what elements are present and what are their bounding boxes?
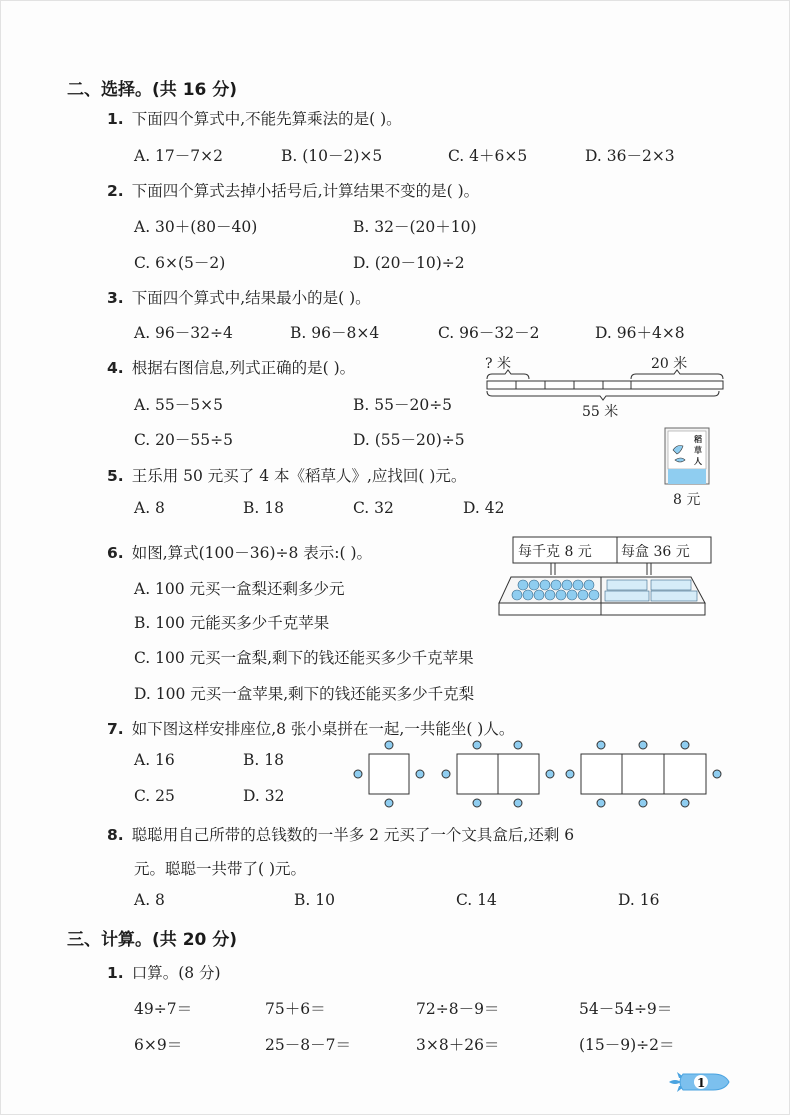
- question-number: 3.: [107, 289, 124, 307]
- total-length-label: 55 米: [582, 404, 619, 420]
- option[interactable]: D. 100 元买一盒苹果,剩下的钱还能买多少千克梨: [134, 685, 475, 703]
- calc-item[interactable]: 6×9＝: [134, 1036, 183, 1054]
- question-text: 王乐用 50 元买了 4 本《稻草人》,应找回( )元。: [131, 467, 467, 485]
- question-text: 下面四个算式中,不能先算乘法的是( )。: [131, 110, 402, 128]
- option[interactable]: B. 55－20÷5: [353, 396, 453, 414]
- known-length-label: 20 米: [651, 356, 688, 372]
- option[interactable]: A. 8: [134, 891, 165, 909]
- option[interactable]: B. 10: [294, 891, 335, 909]
- question-number: 8.: [107, 826, 124, 844]
- seat-icon: [514, 799, 522, 807]
- question-1: [107, 107, 402, 129]
- option[interactable]: D. (20－10)÷2: [353, 254, 465, 272]
- option[interactable]: A. 30＋(80－40): [134, 218, 258, 236]
- calc-item[interactable]: 75＋6＝: [265, 1000, 326, 1018]
- calc-item[interactable]: 72÷8－9＝: [416, 1000, 500, 1018]
- book-price: 8 元: [673, 492, 701, 508]
- calc-item[interactable]: 54－54÷9＝: [579, 1000, 673, 1018]
- option[interactable]: A. 100 元买一盒梨还剩多少元: [134, 580, 345, 598]
- option[interactable]: C. 25: [134, 787, 175, 805]
- question-number: 1.: [107, 110, 124, 128]
- question-number: 6.: [107, 544, 124, 562]
- option[interactable]: D. 32: [243, 787, 285, 805]
- book-title-char: 稻: [694, 434, 702, 444]
- pear-price: 每盒 36 元: [621, 544, 690, 560]
- seat-icon: [514, 741, 522, 749]
- seat-icon: [566, 770, 574, 778]
- option[interactable]: A. 55－5×5: [134, 396, 223, 414]
- fruit-stand-figure: [491, 533, 713, 619]
- option[interactable]: B. 100 元能买多少千克苹果: [134, 614, 330, 632]
- question-4: [107, 356, 355, 378]
- question-8: [107, 823, 574, 845]
- option[interactable]: D. (55－20)÷5: [353, 431, 465, 449]
- option[interactable]: B. (10－2)×5: [281, 147, 383, 165]
- book-title-char: 草: [694, 445, 702, 455]
- question-text: 聪聪用自己所带的总钱数的一半多 2 元买了一个文具盒后,还剩 6: [131, 826, 575, 844]
- option[interactable]: C. 4＋6×5: [448, 147, 528, 165]
- question-3: [107, 286, 371, 308]
- calc-item[interactable]: 25－8－7＝: [265, 1036, 351, 1054]
- seat-icon: [385, 799, 393, 807]
- book-title-char: 人: [694, 456, 702, 466]
- option[interactable]: D. 16: [618, 891, 660, 909]
- option[interactable]: A. 17－7×2: [134, 147, 223, 165]
- option[interactable]: C. 14: [456, 891, 497, 909]
- option[interactable]: A. 16: [134, 751, 175, 769]
- option[interactable]: D. 96＋4×8: [595, 324, 685, 342]
- question-text: 下面四个算式中,结果最小的是( )。: [131, 289, 371, 307]
- question-6: [107, 541, 372, 563]
- book-wave-band: [668, 469, 706, 484]
- question-number: 7.: [107, 720, 124, 738]
- question-8-continued: 元。聪聪一共带了( )元。: [134, 860, 307, 878]
- option[interactable]: B. 96－8×4: [290, 324, 380, 342]
- seat-icon: [354, 770, 362, 778]
- page-number: 1: [697, 1076, 706, 1090]
- seat-icon: [416, 770, 424, 778]
- subquestion-1: [107, 961, 221, 983]
- seat-icon: [713, 770, 721, 778]
- option[interactable]: B. 18: [243, 751, 284, 769]
- book-figure: [661, 426, 716, 511]
- seat-icon: [385, 741, 393, 749]
- table-3: [581, 754, 706, 794]
- segment-bar: [487, 381, 723, 389]
- sign-posts: [551, 563, 651, 575]
- seat-icon: [639, 799, 647, 807]
- apple-price: 每千克 8 元: [518, 544, 592, 560]
- table-1: [369, 754, 409, 794]
- seat-icon: [681, 799, 689, 807]
- seating-diagram: [346, 736, 731, 808]
- total-brace: [487, 391, 719, 400]
- question-number: 4.: [107, 359, 124, 377]
- seat-icon: [473, 741, 481, 749]
- option[interactable]: C. 100 元买一盒梨,剩下的钱还能买多少千克苹果: [134, 649, 474, 667]
- stand-front: [499, 603, 705, 615]
- question-number: 2.: [107, 182, 124, 200]
- question-5: [107, 464, 466, 486]
- seat-icon: [681, 741, 689, 749]
- seat-icon: [597, 799, 605, 807]
- question-number: 5.: [107, 467, 124, 485]
- question-text: 口算。(8 分): [131, 964, 221, 982]
- option[interactable]: D. 36－2×3: [585, 147, 675, 165]
- segment-diagram: [479, 351, 729, 426]
- question-2: [107, 179, 479, 201]
- question-number: 1.: [107, 964, 124, 982]
- calc-item[interactable]: (15－9)÷2＝: [579, 1036, 675, 1054]
- option[interactable]: A. 96－32÷4: [134, 324, 233, 342]
- page-number-badge: [663, 1064, 733, 1100]
- unknown-length-label: ? 米: [485, 356, 511, 372]
- calc-item[interactable]: 3×8＋26＝: [416, 1036, 500, 1054]
- option[interactable]: C. 32: [353, 499, 394, 517]
- question-text: 如下图这样安排座位,8 张小桌拼在一起,一共能坐( )人。: [131, 720, 515, 738]
- option[interactable]: C. 20－55÷5: [134, 431, 233, 449]
- question-text: 如图,算式(100－36)÷8 表示:( )。: [131, 544, 373, 562]
- option[interactable]: B. 18: [243, 499, 284, 517]
- option[interactable]: C. 6×(5－2): [134, 254, 226, 272]
- section-title-choice: 二、选择。(共 16 分): [67, 80, 238, 100]
- seat-icon: [597, 741, 605, 749]
- question-text: 下面四个算式去掉小括号后,计算结果不变的是( )。: [131, 182, 480, 200]
- option[interactable]: A. 8: [134, 499, 165, 517]
- seat-icon: [442, 770, 450, 778]
- section-title-calculation: 三、计算。(共 20 分): [67, 930, 238, 950]
- option[interactable]: B. 32－(20＋10): [353, 218, 477, 236]
- question-text: 根据右图信息,列式正确的是( )。: [131, 359, 356, 377]
- calc-item[interactable]: 49÷7＝: [134, 1000, 193, 1018]
- seat-icon: [546, 770, 554, 778]
- seat-icon: [639, 741, 647, 749]
- seat-icon: [473, 799, 481, 807]
- option[interactable]: C. 96－32－2: [438, 324, 540, 342]
- option[interactable]: D. 42: [463, 499, 505, 517]
